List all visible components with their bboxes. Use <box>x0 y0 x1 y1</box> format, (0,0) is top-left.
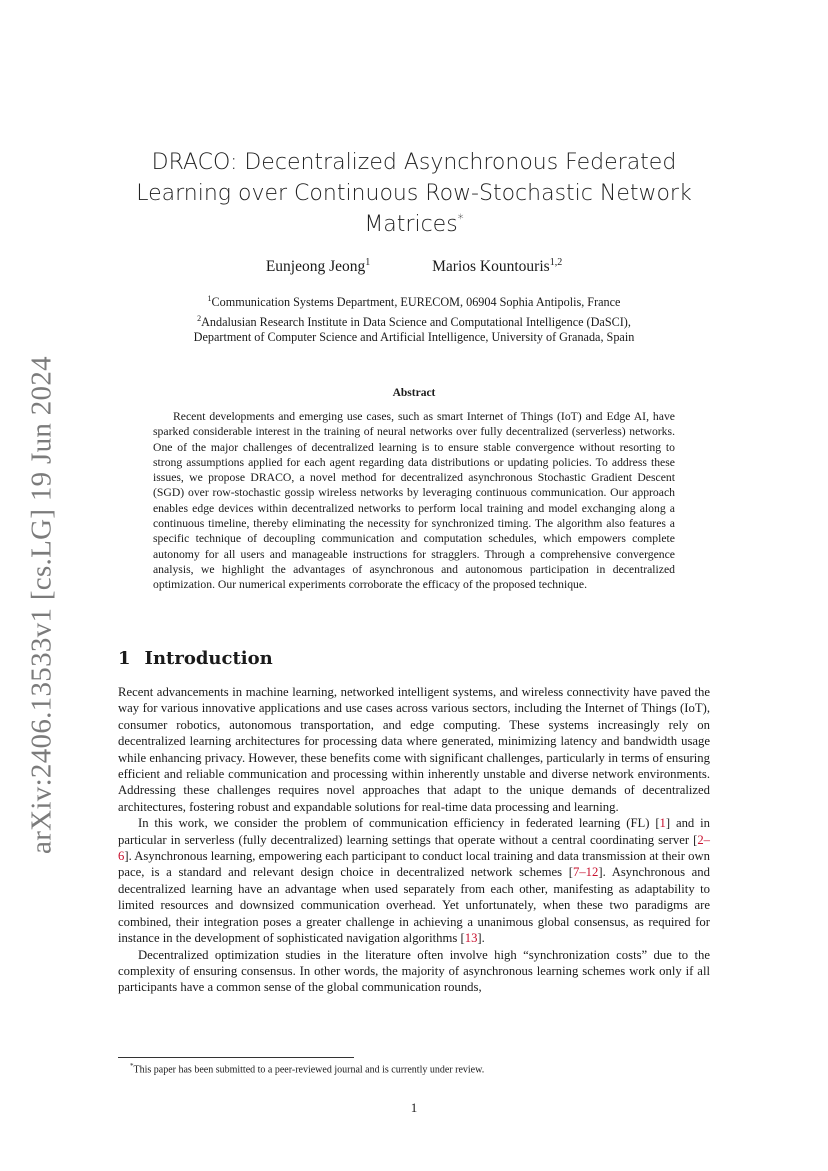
arxiv-watermark <box>22 356 62 854</box>
footnote <box>130 1062 710 1075</box>
para2-text-3: ]. Asynchronous learning, empowering each participant to conduct local training and data transmission at their own pace, is a standard and relevant design choice in decentralized network schemes [ <box>118 849 710 880</box>
paper-title <box>130 147 698 240</box>
affiliation-2-cont: Department of Computer Science and Artificial Intelligence, University of Granada, Spain <box>193 330 635 345</box>
para2-text-2: ] and in particular in serverless (fully decentralized) learning settings that operate without a central coordinating server [ <box>118 816 710 847</box>
para2-text-1: In this work, we consider the problem of communication efficiency in federated learning (FL) [ <box>138 816 660 831</box>
paragraph-2 <box>118 815 710 946</box>
affiliations <box>130 291 698 346</box>
arxiv-identifier: arXiv:2406.13533v1 [cs.LG] 19 Jun 2024 <box>25 356 58 854</box>
author-list <box>150 257 678 276</box>
title-footnote-mark: * <box>457 211 464 226</box>
affiliation-2 <box>130 311 698 331</box>
paragraph-1: Recent advancements in machine learning, networked intelligent systems, and wireless connectivity have paved the way for various innovative applications and use cases across various sectors, including the Internet of Things (IoT), consumer robotics, autonomous transportation, and edge computing. These systems increasingly rely on decentralized learning architectures for processing data where generated, minimizing latency and bandwidth usage while enhancing privacy. However, these benefits come with significant challenges, particularly in terms of ensuring efficient and reliable communication and processing within inherently unstable and diverse network environments. Addressing these challenges requires novel approaches that adapt to the unique demands of decentralized architectures, fostering robust and expandable solutions for real-time data processing and learning. <box>118 685 710 814</box>
paragraph-3: Decentralized optimization studies in the literature often involve high “synchronization costs” due to the complexity of ensuring consensus. In other words, the majority of asynchronous learning schemes work only if all participants have a common sense of the global communication rounds, <box>118 947 710 995</box>
page-number: 1 <box>410 1100 418 1115</box>
citation-link[interactable]: 2–6 <box>118 832 710 864</box>
author-2 <box>432 258 562 275</box>
citation-link[interactable]: 13 <box>464 931 478 946</box>
affiliation-2-text: Andalusian Research Institute in Data Science and Computational Intelligence (DaSCI), <box>201 314 631 329</box>
para2-text-4: ]. Asynchronous and decentralized learning have an advantage when used separately from each other, manifesting as adaptability to limited resources and downsized communication overhead. Yet unfortunately, when these two paradigms are combined, their integration poses a greater challenge in achieving a unanimous global consensus, as required for instance in the development of sophisticated navigation algorithms [ <box>118 865 710 946</box>
citation-link[interactable]: 1 <box>659 816 666 831</box>
section-number: 1 <box>118 648 131 669</box>
abstract-heading: Abstract <box>392 387 436 399</box>
affiliation-1 <box>130 291 698 311</box>
author-2-affil: 1,2 <box>549 257 563 268</box>
paper-title-text: DRACO: Decentralized Asynchronous Federated Learning over Continuous Row-Stochastic Network Matrices <box>136 150 692 237</box>
author-1 <box>266 258 370 275</box>
body-text <box>118 684 710 996</box>
author-1-affil: 1 <box>365 257 371 268</box>
affiliation-1-mark: 1 <box>207 294 212 303</box>
para2-text-5: ]. <box>477 931 485 946</box>
citation-link[interactable]: 7–12 <box>572 865 599 880</box>
footnote-rule <box>118 1057 354 1058</box>
affiliation-1-text: Communication Systems Department, EURECOM, 06904 Sophia Antipolis, France <box>211 295 621 310</box>
section-heading <box>118 648 273 669</box>
abstract-text: Recent developments and emerging use cases, such as smart Internet of Things (IoT) and Edge AI, have sparked considerable interest in the training of neural networks over fully decentralized (serverless) networks. One of the major challenges of decentralized learning is to ensure stable convergence without resorting to strong assumptions applied for each agent regarding data distributions or updating policies. To address these issues, we propose DRACO, a novel method for decentralized asynchronous Stochastic Gradient Descent (SGD) over row-stochastic gossip wireless networks by leveraging continuous communication. Our approach enables edge devices within decentralized networks to perform local training and model exchanging along a continuous timeline, thereby eliminating the necessity for synchronized timing. The algorithm also features a specific technique of decoupling communication and computation schedules, which empowers complete autonomy for all users and manageable instructions for stragglers. Through a comprehensive convergence analysis, we highlight the advantages of asynchronous and autonomous participation in decentralized optimization. Our numerical experiments corroborate the efficacy of the proposed technique. <box>153 410 675 592</box>
footnote-text: This paper has been submitted to a peer-reviewed journal and is currently under review. <box>133 1064 485 1076</box>
affiliation-2-mark: 2 <box>197 313 202 323</box>
footnote-mark: * <box>130 1062 134 1070</box>
author-1-name: Eunjeong Jeong <box>265 258 366 276</box>
section-title: Introduction <box>144 648 273 669</box>
author-2-name: Marios Kountouris <box>432 258 550 276</box>
